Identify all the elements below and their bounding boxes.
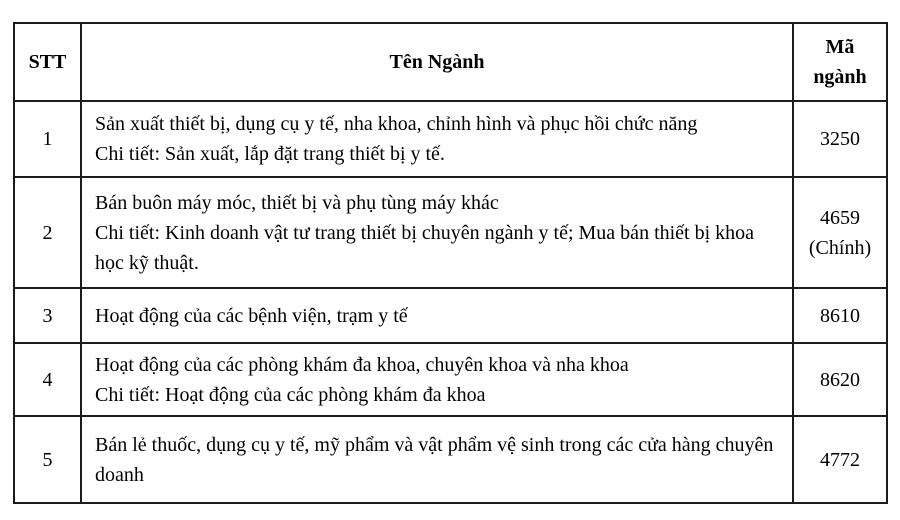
industry-name-line: Bán buôn máy móc, thiết bị và phụ tùng máy khác	[95, 191, 499, 214]
industry-name-line: Chi tiết: Sản xuất, lắp đặt trang thiết bị y tế.	[95, 143, 445, 165]
table-row	[14, 288, 887, 343]
header-row	[14, 23, 887, 101]
table-row	[14, 416, 887, 503]
industry-code-cell: 3250	[793, 101, 887, 177]
industry-name-cell	[81, 101, 793, 177]
col-header-ma-nganh: Mã ngành	[793, 23, 887, 101]
industry-name-line: Hoạt động của các phòng khám đa khoa, chuyên khoa và nha khoa	[95, 353, 629, 376]
row-number-cell: 2	[14, 177, 81, 288]
industry-name-cell	[81, 177, 793, 288]
industry-name-cell	[81, 343, 793, 416]
industry-code-cell: 8610	[793, 288, 887, 343]
table-row	[14, 101, 887, 177]
industry-code-cell: 4659 (Chính)	[793, 177, 887, 288]
industry-code-cell: 8620	[793, 343, 887, 416]
industry-name-cell	[81, 288, 793, 343]
row-number-cell: 5	[14, 416, 81, 503]
row-number-cell: 3	[14, 288, 81, 343]
industry-name-line: Hoạt động của các bệnh viện, trạm y tế	[95, 304, 408, 327]
industry-name-line: Chi tiết: Hoạt động của các phòng khám đa khoa	[95, 383, 486, 406]
industry-code-cell: 4772	[793, 416, 887, 503]
col-header-stt: STT	[14, 23, 81, 101]
industry-name-line: Sản xuất thiết bị, dụng cụ y tế, nha khoa, chỉnh hình và phục hồi chức năng	[95, 113, 698, 135]
row-number-cell: 1	[14, 101, 81, 177]
row-number-cell: 4	[14, 343, 81, 416]
table-row	[14, 177, 887, 288]
industry-name-line: Chi tiết: Kinh doanh vật tư trang thiết bị chuyên ngành y tế; Mua bán thiết bị khoa học kỹ thuật.	[95, 221, 755, 274]
table-row	[14, 343, 887, 416]
table-body	[14, 101, 887, 503]
table-header	[14, 23, 887, 101]
industry-code-table	[13, 22, 888, 504]
industry-name-line: Bán lẻ thuốc, dụng cụ y tế, mỹ phẩm và vật phẩm vệ sinh trong các cửa hàng chuyên doanh	[95, 433, 774, 486]
col-header-ten-nganh: Tên Ngành	[81, 23, 793, 101]
industry-name-cell	[81, 416, 793, 503]
